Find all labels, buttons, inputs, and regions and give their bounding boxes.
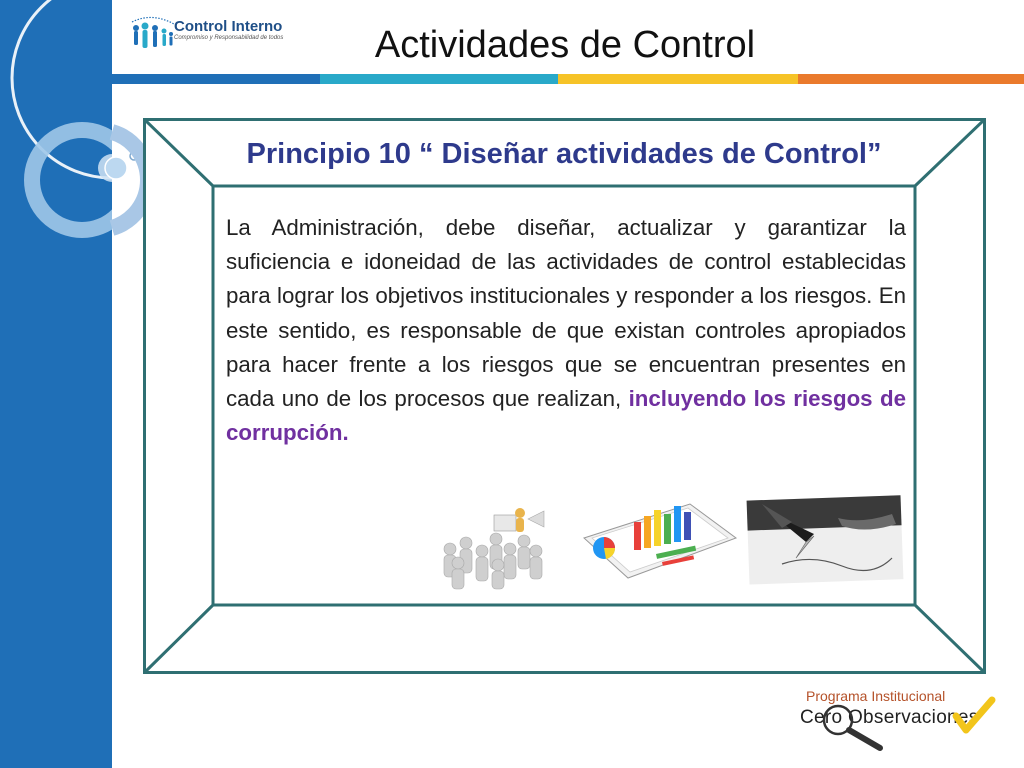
people-icon (130, 12, 174, 58)
stripe-segment-orange (798, 74, 1024, 84)
description-text: La Administración, debe diseñar, actualizar y garantizar la suficiencia e idoneidad de las actividades de control establecidas para lograr los objetivos institucionales y responder a los riesgos. En este sentido, es responsable de que existan controles apropiados para hacer frente a los riesgos que se encuentran presentes en cada uno de los procesos que realizan, (226, 215, 906, 412)
logo-title: Control Interno (174, 18, 283, 35)
team-puzzle-image (436, 505, 562, 591)
program-logo-subtitle: Cero Observaciones (800, 707, 979, 728)
header-stripe (112, 74, 1024, 84)
page-title: Actividades de Control (374, 24, 756, 66)
description-highlight: incluyendo los riesgos de corrupción. (226, 386, 907, 446)
chart-tablet-image (570, 498, 738, 584)
program-logo-title: Programa Institucional (806, 688, 946, 704)
magnifier-check-icon (798, 686, 1008, 758)
program-logo (798, 686, 1008, 758)
stripe-segment-cyan (320, 74, 558, 84)
stripe-segment-blue (112, 74, 320, 84)
fountain-pen-image (742, 494, 904, 586)
principle-title: Principio 10 “ Diseñar actividades de Control” (246, 138, 882, 170)
logo-subtitle: Compromiso y Responsabilidad de todos (174, 35, 284, 41)
control-interno-logo (130, 12, 300, 58)
stripe-segment-yellow (558, 74, 798, 84)
principle-description (226, 211, 906, 450)
